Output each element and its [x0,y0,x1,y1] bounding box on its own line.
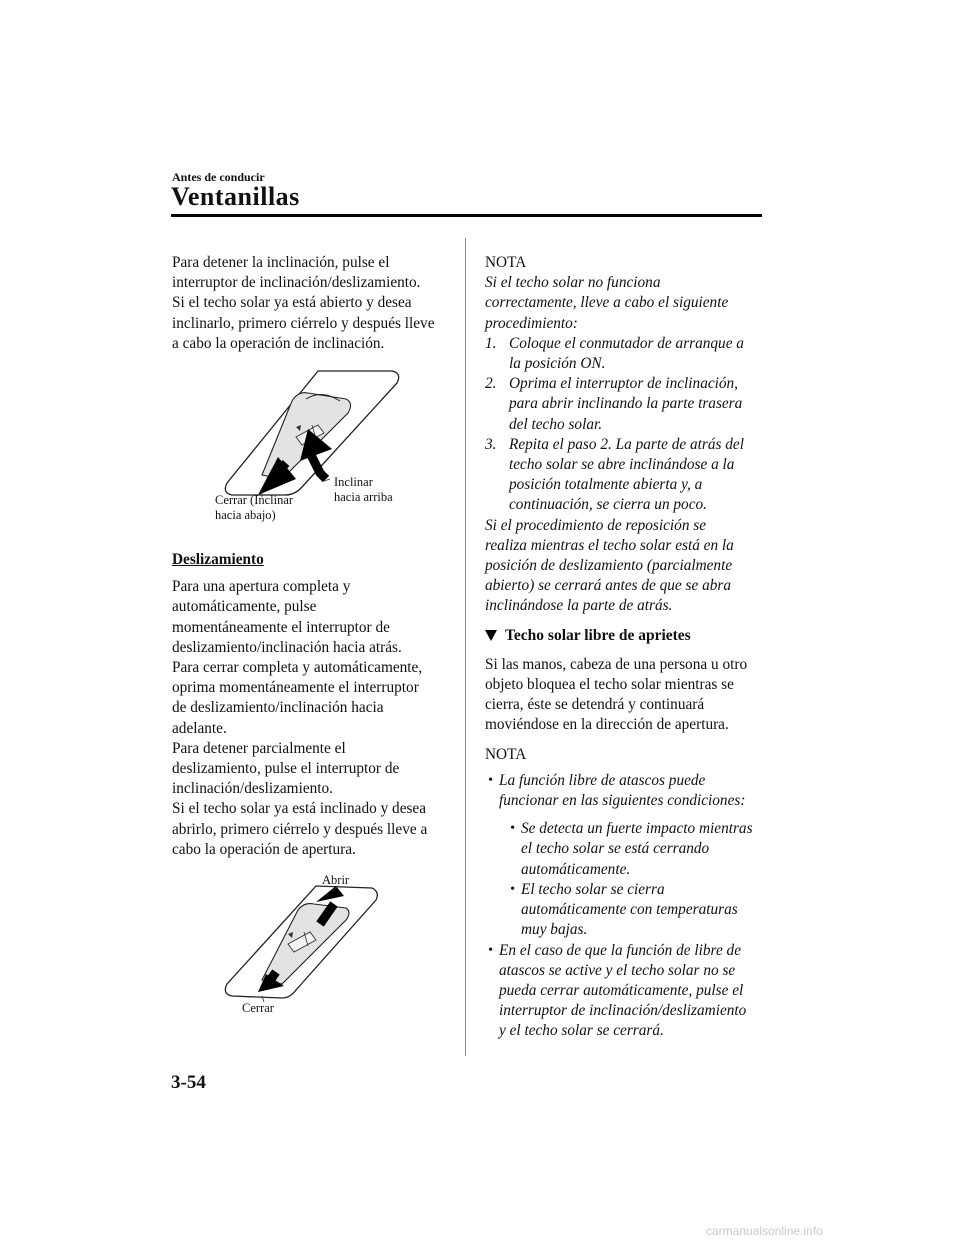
label-line: Cerrar (Inclinar [215,493,294,508]
label-open: Abrir [322,873,350,888]
text-line: Oprima el interruptor de inclinación, [509,375,739,393]
label-line: Inclinar [334,475,373,490]
list-item [485,941,765,1042]
text-line: El techo solar se cierra [521,880,665,898]
tilt-switch-illustration [172,367,452,542]
label-tilt-up [334,475,393,505]
text-line: abierto) se cerrará antes de que se abra [485,577,731,595]
text-line: y el techo solar se cerrará. [499,1022,664,1040]
text-line: cierra, éste se detendrá y continuará [485,696,705,714]
pinch-paragraph [485,655,765,736]
text-line: inclinarlo, primero ciérrelo y después lleve [172,314,435,332]
text-line: cabo la operación de apertura. [172,840,356,858]
text-line: Para una apertura completa y [172,578,351,596]
nota-outro [485,516,765,617]
text-line: inclinándose la parte de atrás. [485,597,673,615]
nota2-list [485,771,765,1042]
text-line: del techo solar. [509,415,603,433]
text-line: Si el techo solar ya está abierto y desea [172,294,412,312]
text-line: correctamente, lleve a cabo el siguiente [485,294,729,312]
text-line: Para detener la inclinación, pulse el [172,254,390,271]
text-line: la posición ON. [509,355,606,373]
page-number: 3-54 [171,1072,206,1093]
slide-paragraph [172,577,452,860]
text-line: inclinación/deslizamiento. [172,780,333,798]
slide-switch-illustration [172,871,452,1023]
step-number: 1. [485,334,497,352]
text-line: Si el procedimiento de reposición se [485,516,707,534]
reset-steps-list [485,334,765,516]
text-line: procedimiento: [485,314,578,332]
text-line: La función libre de atascos puede [499,771,706,789]
text-line: pueda cerrar automáticamente, pulse el [499,981,744,999]
text-line: interruptor de inclinación/deslizamiento [499,1002,747,1020]
header-rule [171,214,762,217]
text-line: abrirlo, primero ciérrelo y después lleve a [172,820,428,838]
list-item [485,334,765,374]
triangle-down-icon [485,630,497,641]
text-line: adelante. [172,719,227,737]
text-line: de deslizamiento/inclinación hacia [172,699,384,717]
bullet-icon: • [488,772,493,788]
bullet-icon: • [510,821,515,837]
text-line: Si las manos, cabeza de una persona u otro [485,655,748,673]
text-line: continuación, se cierra un poco. [509,496,707,514]
nota-title: NOTA [485,254,527,271]
label-close-tilt-down [215,493,293,523]
subheading-slide: Deslizamiento [172,551,264,569]
section-heading [485,626,765,646]
watermark: carmanualsonline.info [706,1224,823,1238]
list-item [485,435,765,516]
text-line: En el caso de que la función de libre de [499,941,741,959]
chapter-title: Ventanillas [171,182,300,211]
tilt-switch-figure [172,367,452,542]
label-line: hacia abajo) [215,508,276,523]
text-line: posición totalmente abierta y, a [509,476,703,494]
text-line: deslizamiento/inclinación hacia atrás. [172,638,402,656]
list-item [499,819,765,880]
text-line: funcionar en las siguientes condiciones: [499,792,746,810]
text-line: Coloque el conmutador de arranque a [509,334,744,352]
text-line: interruptor de inclinación/deslizamiento. [172,274,421,292]
step-number: 3. [485,435,497,453]
bullet-icon: • [510,881,515,897]
text-line: Para cerrar completa y automáticamente, [172,659,423,677]
label-line: hacia arriba [334,490,393,505]
text-line: para abrir inclinando la parte trasera [509,395,743,413]
text-line: Repita el paso 2. La parte de atrás del [509,435,744,453]
text-line: Si el techo solar ya está inclinado y desea [172,800,427,818]
text-line: objeto bloquea el techo solar mientras se [485,676,734,694]
nota-intro [485,273,765,334]
section-title: Antes de conducir [172,170,265,184]
text-line: atascos se active y el techo solar no se [499,961,736,979]
intro-paragraph [172,253,452,354]
text-line: realiza mientras el techo solar está en la [485,536,734,554]
text-line: muy bajas. [521,921,588,939]
heading-text: Techo solar libre de aprietes [505,626,691,644]
text-line: posición de deslizamiento (parcialmente [485,557,733,575]
text-line: automáticamente, pulse [172,598,317,616]
text-line: Para detener parcialmente el [172,739,346,757]
condition-sublist [499,819,765,940]
text-line: deslizamiento, pulse el interruptor de [172,760,400,778]
column-divider [465,238,466,1056]
text-line: Si el techo solar no funciona [485,274,661,292]
text-line: Se detecta un fuerte impacto mientras [521,820,753,838]
step-number: 2. [485,375,497,393]
text-line: el techo solar se está cerrando [521,840,710,858]
text-line: a cabo la operación de inclinación. [172,334,385,352]
text-line: techo solar se abre inclinándose a la [509,456,735,474]
left-column [172,253,452,1023]
text-line: automáticamente con temperaturas [521,901,738,919]
slide-switch-figure [172,871,452,1023]
bullet-icon: • [488,942,493,958]
list-item [485,374,765,435]
label-close: Cerrar [242,1001,274,1016]
right-column [485,253,765,1042]
text-line: oprima momentáneamente el interruptor [172,679,419,697]
list-item [485,771,765,941]
text-line: automáticamente. [521,860,631,878]
text-line: momentáneamente el interruptor de [172,618,390,636]
list-item [499,880,765,941]
nota2-title: NOTA [485,745,527,763]
text-line: moviéndose en la dirección de apertura. [485,716,729,734]
